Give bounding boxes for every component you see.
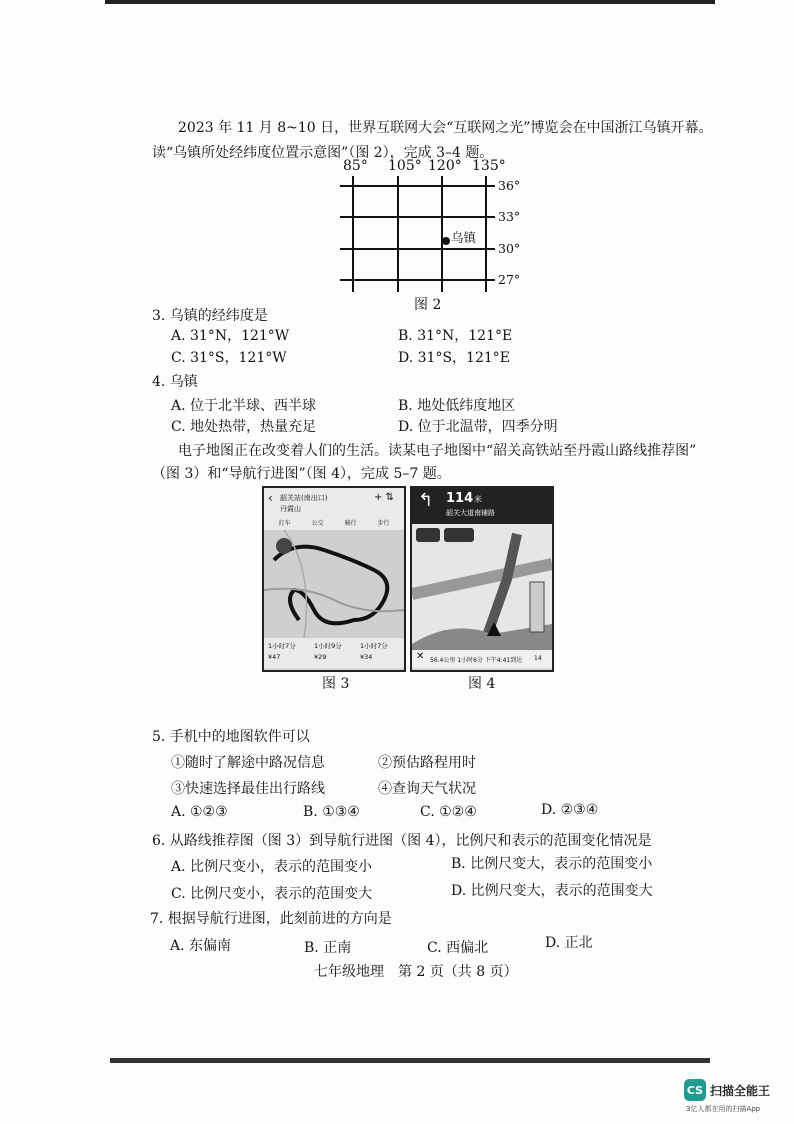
q3-option-b: B. 31°N，121°E [398,328,513,344]
q7-option-d: D. 正北 [545,935,593,951]
q7-option-c: C. 西偏北 [427,940,489,956]
intro2-line1: 电子地图正在改变着人们的生活。读某电子地图中“韶关高铁站至丹霞山路线推荐图” [178,443,697,459]
q5-stem: 5. 手机中的地图软件可以 [152,729,310,745]
parallel-line [340,216,495,218]
lat-label: 33° [498,209,521,224]
route-time: 1小时7分 [360,642,388,650]
page-footer: 七年级地理 第 2 页（共 8 页） [314,964,518,980]
lon-label: 135° [472,158,506,174]
route-cost: ¥29 [314,653,327,661]
q6-option-c: C. 比例尺变小，表示的范围变大 [171,886,373,902]
nav-header [412,488,552,524]
camscanner-name: 扫描全能王 [710,1083,771,1098]
route-path [274,547,387,624]
q5-option-c: C. ①②④ [420,804,477,820]
top-border [105,0,715,4]
nav-summary: 56.4公里 1小时6分 下午4:41到达 [430,657,523,664]
wuzhen-point [442,237,450,245]
q4-option-a: A. 位于北半球、西半球 [171,398,317,414]
figure-4-caption: 图 4 [468,676,496,692]
q7-option-a: A. 东偏南 [170,938,232,954]
q4-option-d: D. 位于北温带，四季分明 [398,419,558,435]
route-time: 1小时7分 [268,642,296,650]
q6-option-b: B. 比例尺变大，表示的范围变小 [451,856,653,872]
figure-3-caption: 图 3 [322,676,350,692]
q5-item-2: ②预估路程用时 [378,755,476,771]
route-end: 丹霞山 [280,505,301,513]
q4-option-b: B. 地处低纬度地区 [398,398,516,414]
bottom-border [110,1058,710,1063]
camscanner-logo: CS [684,1079,706,1101]
route-cost: ¥47 [268,653,281,661]
meridian-line [485,176,487,292]
nav-speed: 14 [534,655,542,662]
q3-stem: 3. 乌镇的经纬度是 [152,308,268,324]
figure-4-navigation [410,486,554,672]
parallel-line [340,185,495,187]
close-icon: ✕ [416,651,425,662]
q5-option-b: B. ①③④ [303,804,360,820]
nav-map-svg [412,524,552,650]
wuzhen-label: 乌镇 [451,230,477,245]
parallel-line [340,248,495,250]
lane-icon [416,528,440,542]
route-cost: ¥34 [360,653,373,661]
tab-taxi: 打车 [278,520,291,527]
figure-3-route-map [262,486,406,672]
lat-label: 36° [498,178,521,193]
add-icon: + ⇅ [374,492,394,503]
q4-option-c: C. 地处热带，热量充足 [171,419,317,435]
q6-option-a: A. 比例尺变小，表示的范围变小 [171,859,373,875]
route-header [264,488,404,530]
camscanner-tagline: 3亿人都在用的扫描App [686,1105,761,1113]
figure-2-caption: 图 2 [414,297,442,313]
figure-2 [330,158,530,308]
route-time: 1小时9分 [314,642,342,650]
q5-option-a: A. ①②③ [171,804,228,820]
meridian-line [441,176,443,292]
tab-walk: 步行 [377,520,390,527]
north-icon [276,538,292,554]
lat-label: 27° [498,272,521,287]
route-map-svg [264,530,404,638]
back-icon: ‹ [268,491,273,505]
lon-label: 105° [388,158,422,174]
q5-item-4: ④查询天气状况 [378,781,476,797]
meridian-line [352,176,354,292]
q7-option-b: B. 正南 [304,940,352,956]
nav-distance: 114 [446,491,474,506]
q4-stem: 4. 乌镇 [152,374,198,390]
camscanner-watermark [684,1079,770,1101]
lon-label: 120° [428,158,462,174]
q3-option-d: D. 31°S，121°E [398,350,510,366]
tab-bus: 公交 [311,520,324,527]
q6-stem: 6. 从路线推荐图（图 3）到导航行进图（图 4），比例尺和表示的范围变化情况是 [152,833,652,849]
intro-line1: 2023 年 11 月 8~10 日，世界互联网大会“互联网之光”博览会在中国浙江乌镇开幕。 [178,120,713,136]
q5-item-3: ③快速选择最佳出行路线 [171,781,325,797]
q5-item-1: ①随时了解途中路况信息 [171,755,325,771]
progress-bar [530,582,544,632]
route-options [264,638,404,668]
q3-option-a: A. 31°N，121°W [171,328,290,344]
intro-line2: 读“乌镇所处经纬度位置示意图”（图 2），完成 3–4 题。 [152,145,494,161]
lane-icon [444,528,474,542]
nav-road: 韶关大道南辅路 [446,509,495,517]
mode-tabs [268,518,400,528]
intro2-line2: （图 3）和“导航行进图”（图 4），完成 5–7 题。 [152,466,451,482]
nav-distance-unit: 米 [474,495,482,504]
turn-left-arrow-icon: ↰ [418,490,434,511]
lat-label: 30° [498,241,521,256]
meridian-line [397,176,399,292]
route-start: 韶关站(南出口) [280,494,328,502]
q3-option-c: C. 31°S，121°W [171,350,287,366]
q5-option-d: D. ②③④ [541,802,599,818]
nav-footer [412,650,552,668]
lon-label: 85° [343,158,368,174]
q6-option-d: D. 比例尺变大，表示的范围变大 [451,883,653,899]
parallel-line [340,279,495,281]
tab-bike: 骑行 [344,520,357,527]
q7-stem: 7. 根据导航行进图，此刻前进的方向是 [150,911,392,927]
